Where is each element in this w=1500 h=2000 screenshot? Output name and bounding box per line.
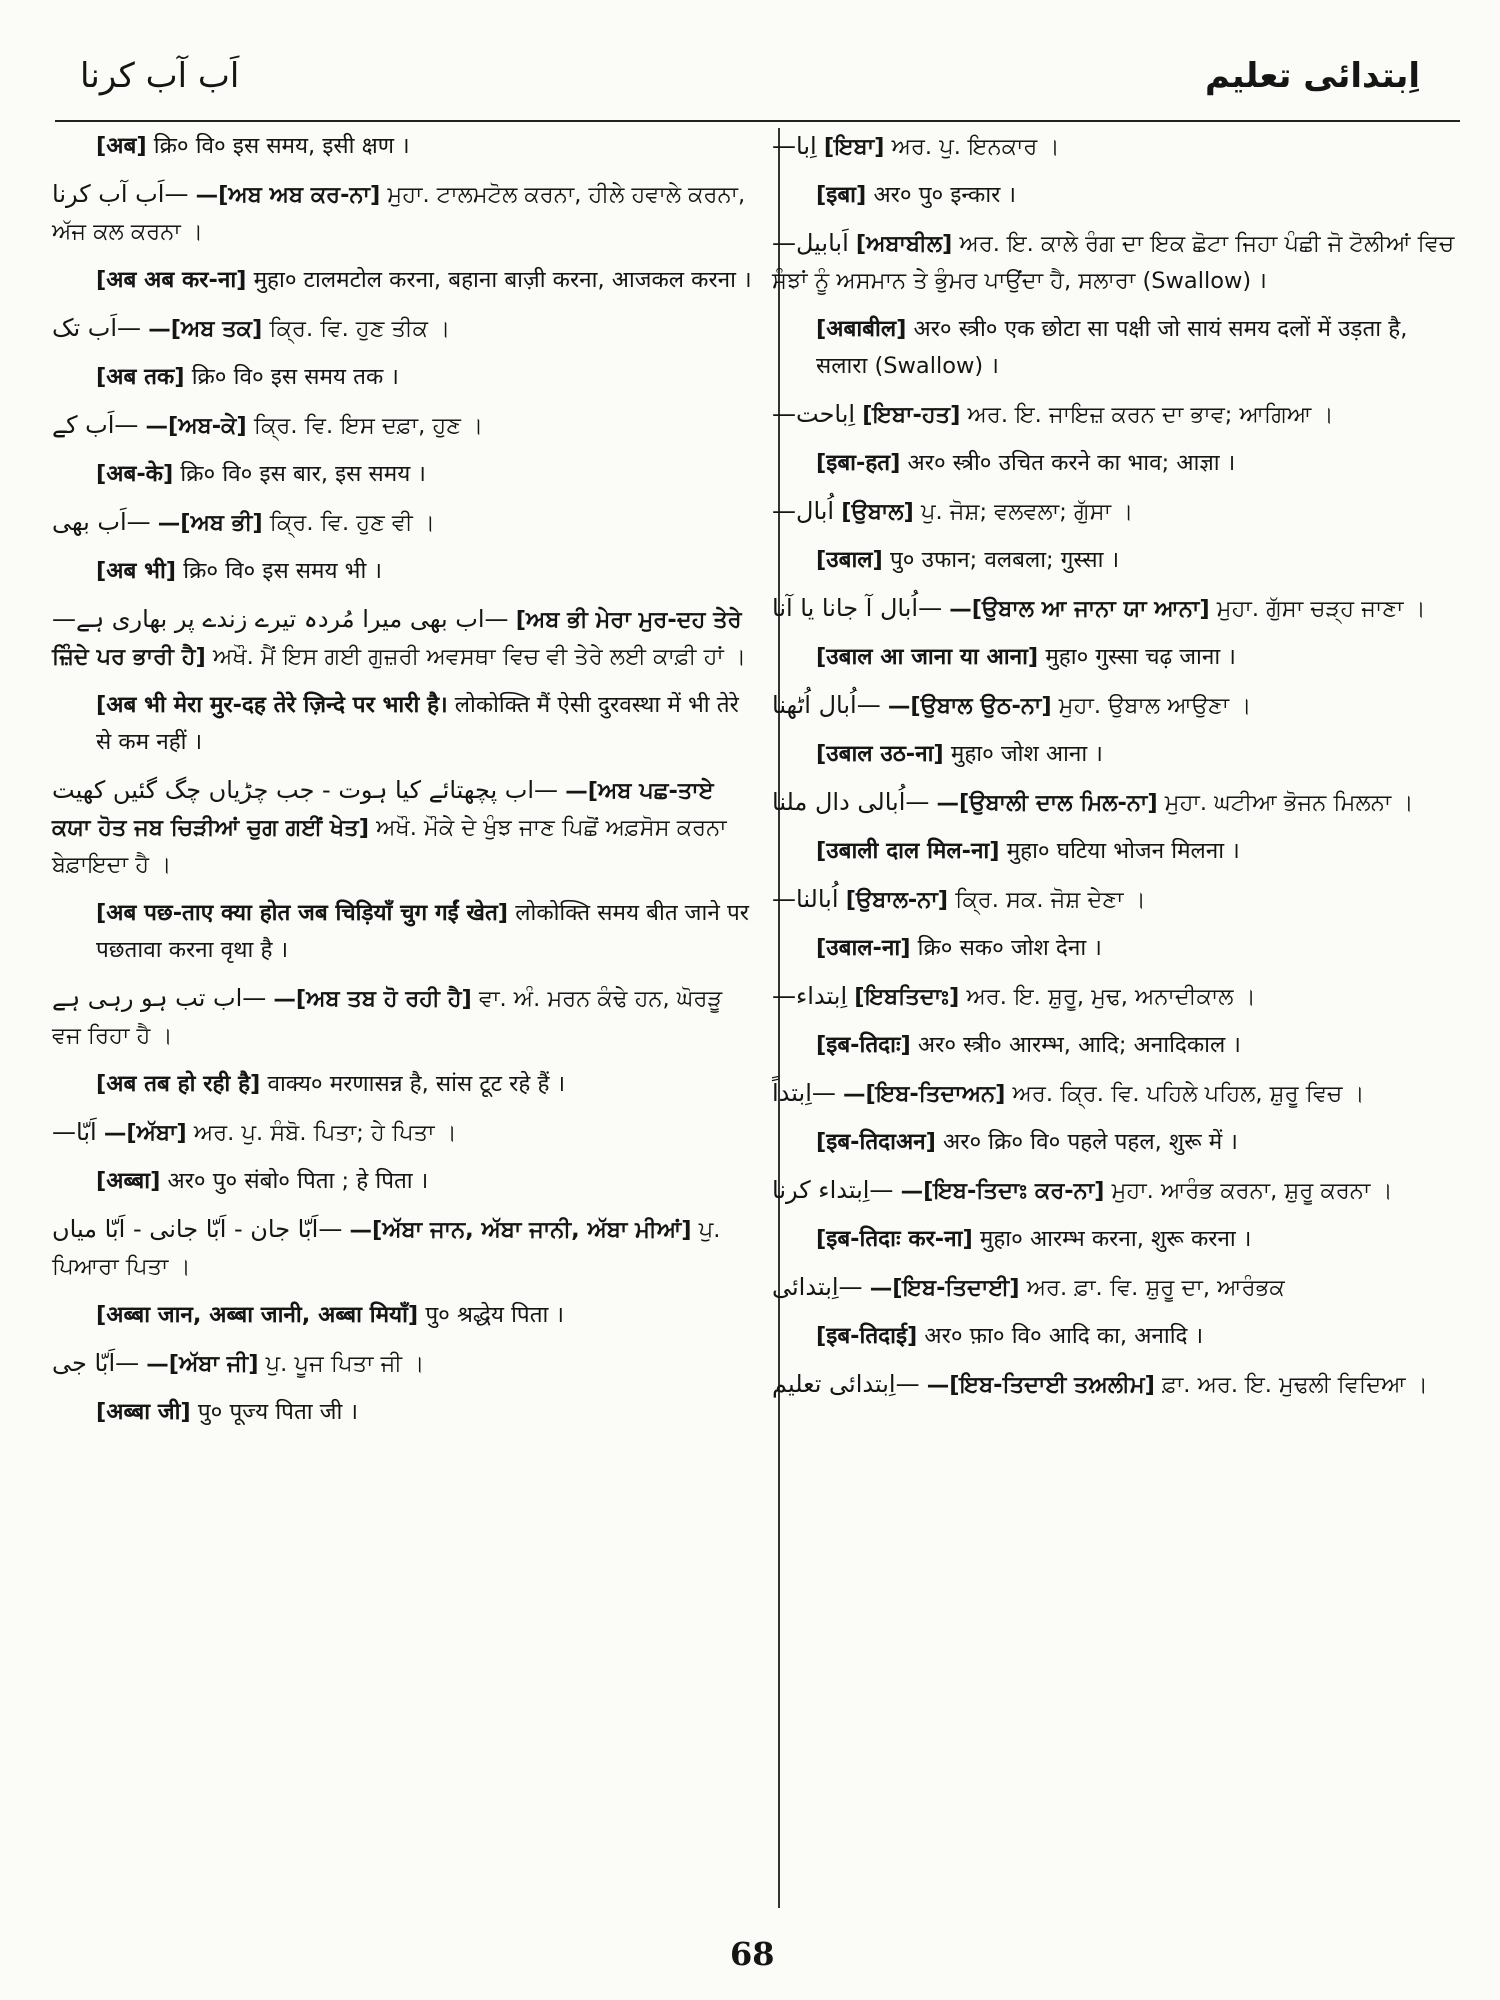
urdu-headword: —اب بھی میرا مُردہ تیرے زندے پر بھاری ہے— xyxy=(52,605,509,633)
headword: [उबाली दाल मिल-ना] xyxy=(816,838,1000,864)
definition: क्रि० वि० इस बार, इस समय । xyxy=(173,461,426,487)
definition: ਵਾ. ਅੰ. ਮਰਨ ਕੰਢੇ ਹਨ, ਘੋਰੜੂ ਵਜ ਰਿਹਾ ਹੈ । xyxy=(52,986,723,1049)
definition: क्रि० वि० इस समय तक । xyxy=(184,364,399,390)
definition: ਅਖੌ. ਮੌਕੇ ਦੇ ਖੁੰਝ ਜਾਣ ਪਿਛੋਂ ਅਫ਼ਸੋਸ ਕਰਨਾ ਬੇਫ਼ਾਇਦਾ ਹੈ । xyxy=(52,815,727,878)
dictionary-entry xyxy=(772,128,1460,166)
definition: ਅਰ. ਪੁ. ਸੰਬੋ. ਪਿਤਾ; ਹੇ ਪਿਤਾ । xyxy=(186,1120,457,1146)
headword: [इब-तिदाः कर-ना] xyxy=(816,1226,973,1252)
definition: ਫ਼ਾ. ਅਰ. ਇ. ਮੁਢਲੀ ਵਿਦਿਆ । xyxy=(1154,1372,1428,1398)
definition: ਪੁ. ਪਿਆਰਾ ਪਿਤਾ । xyxy=(52,1217,721,1280)
headword: [इब-तिदाअन] xyxy=(816,1129,936,1155)
definition: ਅਰ. ਫ਼ਾ. ਵਿ. ਸ਼ੁਰੂ ਦਾ, ਆਰੰਭਕ xyxy=(1019,1275,1285,1301)
definition: अर० पु० संबो० पिता ; हे पिता । xyxy=(160,1168,429,1194)
dictionary-entry xyxy=(772,881,1460,919)
dictionary-entry xyxy=(816,311,1460,385)
headword: —[ਅਬ-ਕੇ] xyxy=(145,413,247,439)
definition: पु० श्रद्धेय पिता । xyxy=(418,1302,565,1328)
headword: [इब-तिदाई] xyxy=(816,1323,918,1349)
headword: —[ਇਬ-ਤਿਦਾਈ] xyxy=(869,1275,1020,1301)
headword: —[ਇਬ-ਤਿਦਾਈ ਤਅ਼ਲੀਮ] xyxy=(926,1372,1155,1398)
dictionary-entry xyxy=(772,1269,1460,1307)
urdu-headword: —اُبال اُٹھنا xyxy=(772,691,881,719)
headword: [अब पछ-ताए क्या होत जब चिड़ियाँ चुग गईं खेत] xyxy=(96,900,509,926)
dictionary-entry xyxy=(96,1163,755,1200)
dictionary-entry xyxy=(52,601,755,676)
urdu-headword: —اب پچھتائے کیا ہوت - جب چڑیاں چگ گئیں کھیت xyxy=(52,776,559,804)
urdu-headword: اِبا— xyxy=(772,132,817,160)
urdu-headword: —اُبالی دال ملنا xyxy=(772,788,930,816)
definition: ਮੁਹਾ. ਗੁੱਸਾ ਚੜ੍ਹ ਜਾਣਾ । xyxy=(1209,596,1426,622)
definition: ਕ੍ਰਿ. ਵਿ. ਇਸ ਦਫ਼ਾ, ਹੁਣ । xyxy=(246,413,484,439)
column-divider xyxy=(778,128,780,1908)
dictionary-entry xyxy=(96,687,755,761)
definition: अर० स्त्री० एक छोटा सा पक्षी जो सायं समय दलों में उड़ता है, सलारा (Swallow) । xyxy=(816,316,1408,379)
definition: ਪੁ. ਜੋਸ਼; ਵਲਵਲਾ; ਗੁੱਸਾ । xyxy=(913,499,1134,525)
dictionary-entry xyxy=(96,456,755,493)
definition: मुहा० गुस्सा चढ़ जाना । xyxy=(1038,644,1236,670)
headword: —[ਇਬ-ਤਿਦਾਅਨ] xyxy=(843,1081,1006,1107)
dictionary-entry xyxy=(816,639,1460,676)
headword: —[ਅੱਬਾ ਜਾਨ, ਅੱਬਾ ਜਾਨੀ, ਅੱਬਾ ਮੀਆਂ] xyxy=(349,1217,692,1243)
dictionary-entry xyxy=(52,1211,755,1286)
dictionary-entry xyxy=(816,1124,1460,1161)
urdu-headword: —اِبتدائی تعلیم xyxy=(772,1370,920,1398)
dictionary-entry xyxy=(816,445,1460,482)
dictionary-entry xyxy=(772,225,1460,300)
headword: —[ਅੱਬਾ ਜੀ] xyxy=(146,1351,259,1377)
dictionary-entry xyxy=(52,772,755,884)
page-header xyxy=(60,48,1440,118)
headword: [अब भी मेरा मुर-दह तेरे ज़िन्दे पर भारी है। xyxy=(96,692,448,718)
urdu-headword: اِباحت— xyxy=(772,400,856,428)
dictionary-entry xyxy=(96,1066,755,1103)
definition: मुहा० आरम्भ करना, शुरू करना । xyxy=(972,1226,1252,1252)
headword: [अब्बा जान, अब्बा जानी, अब्बा मियाँ] xyxy=(96,1302,419,1328)
definition: मुहा० जोश आना । xyxy=(943,741,1103,767)
dictionary-entry xyxy=(772,1172,1460,1210)
dictionary-entry xyxy=(772,1075,1460,1113)
headword: [अबाबील] xyxy=(816,316,907,342)
definition: लोकोक्ति समय बीत जाने पर पछतावा करना वृथा है । xyxy=(96,900,749,963)
headword: [अब-के] xyxy=(96,461,174,487)
definition: ਮੁਹਾ. ਟਾਲਮਟੋਲ ਕਰਨਾ, ਹੀਲੇ ਹਵਾਲੇ ਕਰਨਾ, ਅੱਜ ਕਲ ਕਰਨਾ । xyxy=(52,182,746,245)
headword: [ਇਬਾ-ਹਤ] xyxy=(862,402,961,428)
urdu-headword: —اَب آب کرنا xyxy=(52,180,189,208)
definition: पु० पूज्य पिता जी । xyxy=(190,1399,358,1425)
definition: मुहा० घटिया भोजन मिलना । xyxy=(999,838,1240,864)
dictionary-entry xyxy=(96,1297,755,1334)
dictionary-entry xyxy=(52,176,755,251)
dictionary-entry xyxy=(52,1345,755,1383)
definition: ਪੁ. ਪੂਜ ਪਿਤਾ ਜੀ । xyxy=(258,1351,425,1377)
dictionary-entry xyxy=(96,128,755,165)
header-right: اِبتدائی تعلیم xyxy=(1205,56,1420,96)
dictionary-entry xyxy=(816,1221,1460,1258)
definition: ਕ੍ਰਿ. ਵਿ. ਹੁਣ ਵੀ । xyxy=(262,510,436,536)
header-rule xyxy=(55,120,1460,122)
headword: [अब तक] xyxy=(96,364,185,390)
definition: अर० स्त्री० उचित करने का भाव; आज्ञा । xyxy=(900,450,1236,476)
dictionary-entry xyxy=(816,177,1460,214)
header-left: اَب آب کرنا xyxy=(80,56,240,96)
headword: —[ਅਬ ਪਛ-ਤਾਏ ਕਯਾ ਹੋਤ ਜਬ ਚਿੜੀਆਂ ਚੁਗ ਗਈਂ ਖੇਤ] xyxy=(52,778,714,841)
headword: [ਅਬਾਬੀਲ] xyxy=(855,231,953,257)
definition: पु० उफान; वलबला; गुस्सा । xyxy=(882,547,1120,573)
definition: ਮੁਹਾ. ਆਰੰਭ ਕਰਨਾ, ਸ਼ੁਰੂ ਕਰਨਾ । xyxy=(1104,1178,1393,1204)
definition: मुहा० टालमटोल करना, बहाना बाज़ी करना, आजकल करना । xyxy=(246,267,752,293)
dictionary-entry xyxy=(96,895,755,969)
definition: अर० फ़ा० वि० आदि का, अनादि । xyxy=(917,1323,1204,1349)
headword: [उबाल-ना] xyxy=(816,935,911,961)
dictionary-entry xyxy=(772,784,1460,822)
definition: ਕ੍ਰਿ. ਵਿ. ਹੁਣ ਤੀਕ । xyxy=(262,316,451,342)
headword: —[ਉਬਾਲ ਉਠ-ਨਾ] xyxy=(887,693,1052,719)
headword: —[ਅਬ ਅਬ ਕਰ-ਨਾ] xyxy=(195,182,381,208)
definition: अर० क्रि० वि० पहले पहल, शुरू में । xyxy=(935,1129,1238,1155)
headword: [अब्बा जी] xyxy=(96,1399,191,1425)
definition: ਅਰ. ਇ. ਸ਼ੁਰੂ, ਮੁਢ, ਅਨਾਦੀਕਾਲ । xyxy=(959,984,1256,1010)
dictionary-entry xyxy=(52,407,755,445)
headword: [ਉਬਾਲ-ਨਾ] xyxy=(845,887,949,913)
definition: ਮੁਹਾ. ਘਟੀਆ ਭੋਜਨ ਮਿਲਨਾ । xyxy=(1157,790,1414,816)
dictionary-entry xyxy=(772,590,1460,628)
urdu-headword: —اب تب ہو رہی ہے xyxy=(52,984,267,1012)
dictionary-entry xyxy=(52,310,755,348)
urdu-headword: —اِبتداء کرنا xyxy=(772,1176,894,1204)
urdu-headword: اَبابیل— xyxy=(772,229,849,257)
dictionary-entry xyxy=(772,687,1460,725)
headword: [ਅਬ ਭੀ ਮੇਰਾ ਮੁਰ-ਦਹ ਤੇਰੇ ਜ਼ਿੰਦੇ ਪਰ ਭਾਰੀ ਹੈ] xyxy=(52,607,742,670)
definition: ਕ੍ਰਿ. ਸਕ. ਜੋਸ਼ ਦੇਣਾ । xyxy=(948,887,1146,913)
headword: [इबा-हत] xyxy=(816,450,901,476)
urdu-headword: اَبّا— xyxy=(52,1118,97,1146)
urdu-headword: —اُبال آ جانا یا آنا xyxy=(772,594,943,622)
headword: [अब भी] xyxy=(96,558,177,584)
dictionary-entry xyxy=(772,1366,1460,1404)
dictionary-entry xyxy=(96,359,755,396)
definition: क्रि० वि० इस समय भी । xyxy=(176,558,382,584)
dictionary-entry xyxy=(816,1027,1460,1064)
urdu-headword: اِبتداء— xyxy=(772,982,848,1010)
urdu-headword: اُبال— xyxy=(772,497,835,525)
definition: क्रि० सक० जोश देना । xyxy=(910,935,1102,961)
definition: वाक्य० मरणासन्न है, सांस टूट रहे हैं । xyxy=(260,1071,566,1097)
dictionary-entry xyxy=(52,1114,755,1152)
headword: [ਇਬਤਿਦਾਃ] xyxy=(854,984,960,1010)
urdu-headword: —اَبّا جان - اَبّا جانی - اَبّا میاں xyxy=(52,1215,343,1243)
right-column xyxy=(772,128,1460,1415)
headword: [इबा] xyxy=(816,182,867,208)
dictionary-entry xyxy=(96,553,755,590)
definition: लोकोक्ति मैं ऐसी दुरवस्था में भी तेरे से कम नहीं । xyxy=(96,692,739,755)
urdu-headword: —اَب کے xyxy=(52,411,139,439)
headword: [अब्बा] xyxy=(96,1168,161,1194)
headword: [उबाल आ जाना या आना] xyxy=(816,644,1039,670)
dictionary-entry xyxy=(52,980,755,1055)
definition: ਅਰ. ਪੁ. ਇਨਕਾਰ । xyxy=(884,134,1060,160)
headword: [अब तब हो रही है] xyxy=(96,1071,261,1097)
headword: —[ਅਬ ਭੀ] xyxy=(157,510,263,536)
dictionary-entry xyxy=(816,833,1460,870)
headword: —[ਉਬਾਲ ਆ ਜਾਨਾ ਯਾ ਆਨਾ] xyxy=(949,596,1210,622)
headword: [ਇਬਾ] xyxy=(823,134,885,160)
dictionary-entry xyxy=(816,1318,1460,1355)
definition: ਅਰ. ਕ੍ਰਿ. ਵਿ. ਪਹਿਲੇ ਪਹਿਲ, ਸ਼ੁਰੂ ਵਿਚ । xyxy=(1005,1081,1365,1107)
headword: [इब-तिदाः] xyxy=(816,1032,911,1058)
definition: ਮੁਹਾ. ਉਬਾਲ ਆਉਣਾ । xyxy=(1051,693,1252,719)
headword: [अब अब कर-ना] xyxy=(96,267,247,293)
headword: —[ਅਬ ਤਬ ਹੋ ਰਹੀ ਹੈ] xyxy=(273,986,472,1012)
dictionary-entry xyxy=(772,396,1460,434)
dictionary-entry xyxy=(96,262,755,299)
urdu-headword: —اَب تک xyxy=(52,314,142,342)
headword: —[ਅੱਬਾ] xyxy=(103,1120,187,1146)
left-column xyxy=(52,128,755,1442)
urdu-headword: —اِبتدائی xyxy=(772,1273,863,1301)
headword: [ਉਬਾਲ] xyxy=(841,499,914,525)
definition: ਅਖੌ. ਮੈਂ ਇਸ ਗਈ ਗੁਜ਼ਰੀ ਅਵਸਥਾ ਵਿਚ ਵੀ ਤੇਰੇ ਲਈ ਕਾਫ਼ੀ ਹਾਂ । xyxy=(205,644,747,670)
page-number: 68 xyxy=(730,1935,775,1973)
dictionary-entry xyxy=(52,504,755,542)
definition: अर० स्त्री० आरम्भ, आदि; अनादिकाल । xyxy=(910,1032,1241,1058)
headword: —[ਇਬ-ਤਿਦਾਃ ਕਰ-ਨਾ] xyxy=(900,1178,1105,1204)
definition: क्रि० वि० इस समय, इसी क्षण । xyxy=(146,133,410,159)
dictionary-entry xyxy=(816,736,1460,773)
headword: [उबाल] xyxy=(816,547,883,573)
urdu-headword: —اِبتداً xyxy=(772,1079,836,1107)
dictionary-entry xyxy=(772,493,1460,531)
definition: ਅਰ. ਇ. ਕਾਲੇ ਰੰਗ ਦਾ ਇਕ ਛੋਟਾ ਜਿਹਾ ਪੰਛੀ ਜੋ ਟੋਲੀਆਂ ਵਿਚ ਸੰਝਾਂ ਨੂੰ ਅਸਮਾਨ ਤੇ ਭੁੰਮਰ ਪਾਉਂਦਾ ਹੈ, ਸਲਾਰਾ (Swallow) । xyxy=(772,231,1455,294)
headword: [अब] xyxy=(96,133,147,159)
definition: अर० पु० इन्कार । xyxy=(866,182,1017,208)
headword: —[ਉਬਾਲੀ ਦਾਲ ਮਿਲ-ਨਾ] xyxy=(936,790,1158,816)
headword: —[ਅਬ ਤਕ] xyxy=(148,316,263,342)
headword: [उबाल उठ-ना] xyxy=(816,741,944,767)
definition: ਅਰ. ਇ. ਜਾਇਜ਼ ਕਰਨ ਦਾ ਭਾਵ; ਆਗਿਆ । xyxy=(960,402,1334,428)
urdu-headword: —اَبّا جی xyxy=(52,1349,140,1377)
urdu-headword: —اَب بھی xyxy=(52,508,151,536)
dictionary-entry xyxy=(96,1394,755,1431)
dictionary-entry xyxy=(816,930,1460,967)
dictionary-entry xyxy=(772,978,1460,1016)
dictionary-entry xyxy=(816,542,1460,579)
urdu-headword: اُبالنا— xyxy=(772,885,839,913)
